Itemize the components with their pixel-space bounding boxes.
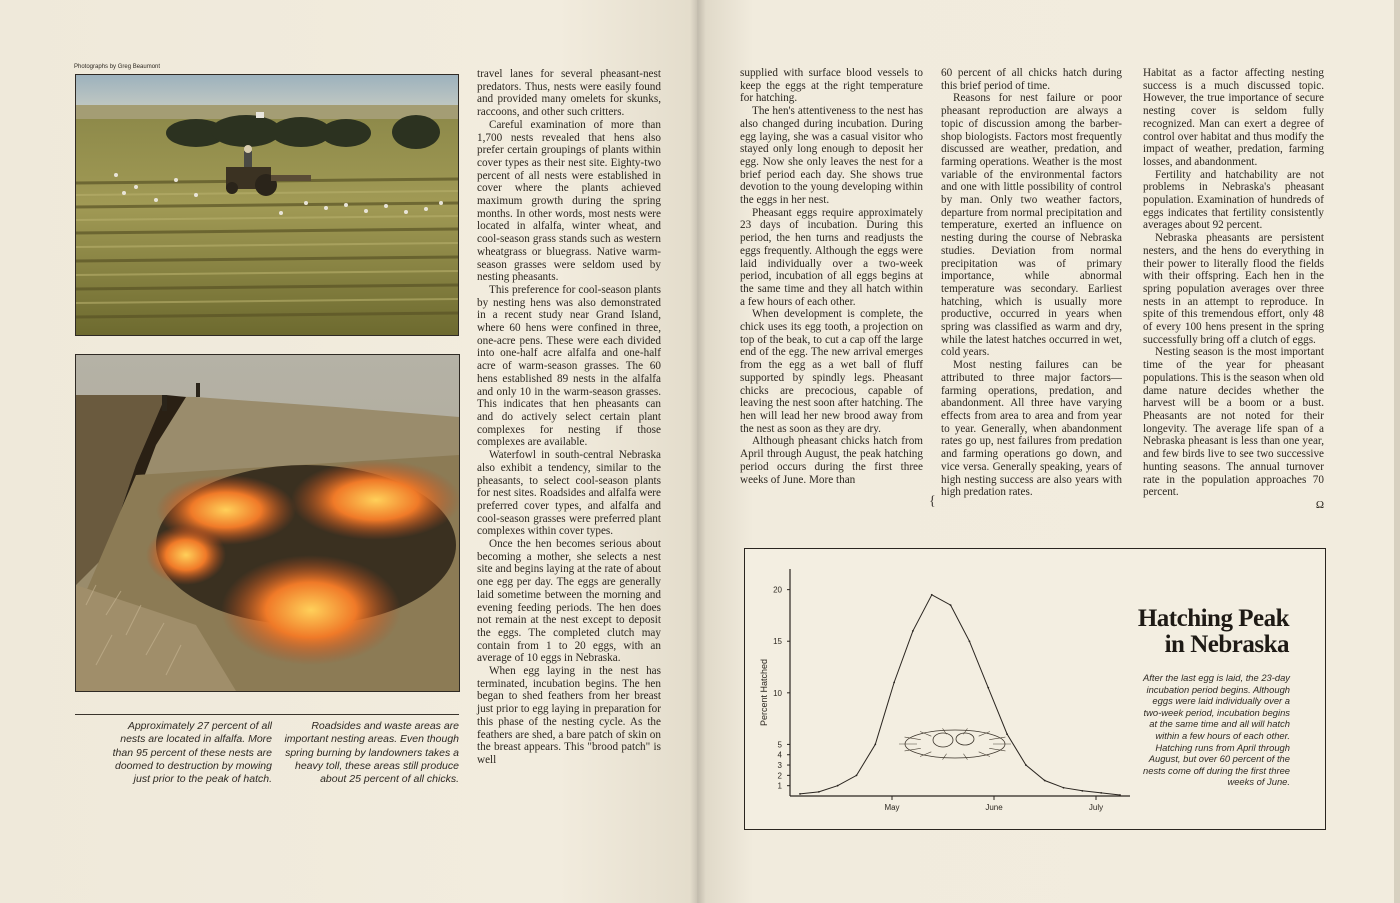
paragraph: Habitat as a factor affecting nesting success is a much discussed topic. However, the true importance of secure nesting cover is seldom fully recognized. Man can exert a degree of control over habitat and thus modify the impact of weather, predation, farming losses, and abandonment. xyxy=(1143,67,1324,168)
nest-straw xyxy=(905,737,921,740)
paragraph: travel lanes for several pheasant-nest predators. Thus, nests were easily found and provided many omelets for skunks, raccoons, and other such critters. xyxy=(477,68,661,119)
data-point xyxy=(931,594,933,596)
data-point xyxy=(950,604,952,606)
paragraph: Reasons for nest failure or poor pheasant reproduction are always a topic of discussion among the barber-shop biologists. Factors most frequently discussed are weather, predation, and farming operations. Weather is the most variable of the environmental factors and one with little possibility of control by man. Only two weather factors, departure from normal precipitation and temperature, exerted an influence on nesting during the course of Nebraska studies. Deviation from normal precipitation was of primary importance, while abnormal temperature was secondary. Earliest hatching, which is usually more productive, occurred in years when spring was classified as warm and dry, while the latest hatches occurred in wet, cold years. xyxy=(941,92,1122,359)
nest-straw xyxy=(963,754,967,760)
data-point xyxy=(837,785,839,787)
data-point xyxy=(1006,733,1008,735)
paragraph: When development is complete, the chick uses its egg tooth, a projection on top of the beak, to cut a cap off the large end of the egg. The new arrival emerges from the egg as a wet ball of fluff supported by spindly legs. Pheasant chicks are precocious, capable of leaving the nest soon after hatching. The hen will lead her new brood away from the nest as soon as they are dry. xyxy=(740,308,923,435)
paragraph: When egg laying in the nest has terminated, incubation begins. The hen began to shed feathers from her breast just prior to egg laying in preparation for this phase of the nesting cycle. As the feathers are shed, a bare patch of skin on the breast appears. This "brood patch" is well xyxy=(477,665,661,766)
y-tick-label: 4 xyxy=(777,750,782,760)
x-tick-label: July xyxy=(1088,803,1104,812)
caption-roadsides: Roadsides and waste areas are important nesting areas. Even though spring burning by landowners takes a heavy toll, these areas still produce about 25 percent of all chicks. xyxy=(284,720,459,786)
paragraph: Waterfowl in south-central Nebraska also exhibit a tendency, similar to the pheasants, to select cool-season plants for nest sites. Roadsides and alfalfa were preferred cover types, and alfalfa and cool-season grasses were preferred plant complexes within cover types. xyxy=(477,449,661,538)
x-tick-label: June xyxy=(985,803,1003,812)
photo-credit: Photographs by Greg Beaumont xyxy=(74,64,161,70)
paragraph: Careful examination of more than 1,700 nests revealed that hens also prefer certain groupings of plants within cover types as their nest site. Eighty-two percent of all nests were established in cover where the plants achieved maximum growth during the spring months. In other words, most nests were located in alfalfa, winter wheat, and cool-season grass stands such as western wheatgrass or bluegrass. Native warm-season grasses were seldom used by nesting pheasants. xyxy=(477,118,661,284)
data-point xyxy=(1081,790,1083,792)
paragraph: 60 percent of all chicks hatch during this brief period of time. xyxy=(941,67,1122,92)
text-column-3 xyxy=(941,67,1122,499)
page-edge xyxy=(1394,0,1400,903)
y-tick-label: 3 xyxy=(777,761,782,771)
data-point xyxy=(1025,764,1027,766)
data-point xyxy=(1063,787,1065,789)
caption-alfalfa: Approximately 27 percent of all nests are located in alfalfa. More than 95 percent of these nests are doomed to destruction by mowing just prior to the peak of hatch. xyxy=(112,720,272,786)
paragraph: Most nesting failures can be attributed to three major factors—farming operations, predation, and abandonment. All three have varying effects from area to area and from year to year. Generally, when abandonment rates go up, nest failures from predation and farming operations go down, and vice versa. Generally speaking, years of high nesting success are also years with high predation rates. xyxy=(941,359,1122,499)
caption-rule xyxy=(75,714,459,715)
y-tick-label: 10 xyxy=(773,688,782,698)
data-point xyxy=(969,640,971,642)
page-gutter xyxy=(690,0,706,903)
paragraph: Fertility and hatchability are not problems in Nebraska's pheasant population. Examination of hundreds of eggs indicates that fertility consistently averages about 92 percent. xyxy=(1143,168,1324,232)
y-tick-label: 5 xyxy=(777,740,782,750)
nest-straw xyxy=(989,748,1005,751)
chart-title: Hatching Peak in Nebraska xyxy=(1137,605,1289,658)
text-column-2 xyxy=(740,67,923,486)
y-tick-label: 20 xyxy=(773,585,782,595)
data-point xyxy=(1100,792,1102,794)
data-point xyxy=(856,774,858,776)
left-page xyxy=(0,0,697,903)
paragraph: supplied with surface blood vessels to keep the eggs at the right temperature for hatching. xyxy=(740,67,923,105)
alfalfa-field-photo xyxy=(75,74,459,336)
egg-sketch xyxy=(933,733,953,747)
y-tick-label: 1 xyxy=(777,781,782,791)
nest-sketch xyxy=(905,730,1005,758)
nest-straw xyxy=(943,754,947,760)
y-tick-label: 2 xyxy=(777,771,782,781)
paragraph: Nesting season is the most important time of the year for pheasant populations. This is the season when old dame nature decides whether the harvest will be a boom or a bust. Pheasants are not noted for their longevity. The average life span of a Nebraska pheasant is less than one year, and few birds live to see two successive hunting seasons. The annual turnover rate in the population approaches 70 percent. xyxy=(1143,346,1324,499)
nest-straw xyxy=(989,737,1005,740)
paragraph: Nebraska pheasants are persistent nesters, and the hens do everything in their power to literally flood the fields with their offspring. Each hen in the spring population averages over three nests in an attempt to reproduce. In spite of this tremendous effort, only 48 of every 100 hens present in the spring successfully bring off a clutch of eggs. xyxy=(1143,232,1324,346)
paragraph: Although pheasant chicks hatch from April through August, the peak hatching period occurs during the first three weeks of June. More than xyxy=(740,435,923,486)
data-point xyxy=(799,793,801,795)
data-point xyxy=(874,744,876,746)
end-mark: Ω xyxy=(1315,498,1324,511)
data-point xyxy=(912,630,914,632)
burning-roadside-photo xyxy=(75,354,460,692)
x-tick-label: May xyxy=(884,803,900,812)
paragraph: Once the hen becomes serious about becoming a mother, she selects a nest site and begins laying at the rate of about one egg per day. The eggs are generally laid sometime between the morning and evening feeding periods. The hen does not remain at the nest except to deposit the eggs. The completed clutch may contain from 1 to 20 eggs, with an average of 10 eggs in Nebraska. xyxy=(477,538,661,665)
data-point xyxy=(893,682,895,684)
data-point xyxy=(987,687,989,689)
text-column-4 xyxy=(1143,67,1324,512)
text-column-1 xyxy=(477,68,661,767)
paragraph: This preference for cool-season plants by nesting hens was also demonstrated in a recent study near Grand Island, where 60 hens were confined in three, one-acre pens. These were each divided into one-half acre alfalfa and one-half acre of warm-season grasses. The 60 hens established 89 nests in the alfalfa and only 10 in the warm-season grasses. This indicates that hen pheasants can and do actively select certain plant complexes for nesting if those complexes are available. xyxy=(477,283,661,449)
chart-note: After the last egg is laid, the 23-day incubation period begins. Although eggs were laid individually over a two-week period, incubation begins at the same time and all will hatch within a few hours of each other. Hatching runs from April through August, but over 60 percent of the nests come off during the first three weeks of June. xyxy=(1143,672,1290,788)
data-point xyxy=(1044,780,1046,782)
handwritten-brace-mark: { xyxy=(929,494,936,509)
nest-straw xyxy=(905,748,921,751)
y-axis-label: Percent Hatched xyxy=(759,658,769,727)
egg-sketch xyxy=(956,733,974,745)
hatching-series-line xyxy=(800,595,1120,795)
paragraph: The hen's attentiveness to the nest has also changed during incubation. During egg laying, she was a casual visitor who stayed only long enough to deposit her egg. Now she only leaves the nest for a brief period each day. She shows true devotion to the young developing within the eggs in her nest. xyxy=(740,105,923,207)
y-tick-label: 15 xyxy=(773,637,782,647)
data-point xyxy=(818,791,820,793)
paragraph: Pheasant eggs require approximately 23 days of incubation. During this period, the hen turns and readjusts the eggs frequently. Although the eggs were laid individually over a two-week period, incubation of all eggs begins at the same time and they all hatch within a few hours of each other. xyxy=(740,206,923,308)
data-point xyxy=(1119,794,1121,796)
